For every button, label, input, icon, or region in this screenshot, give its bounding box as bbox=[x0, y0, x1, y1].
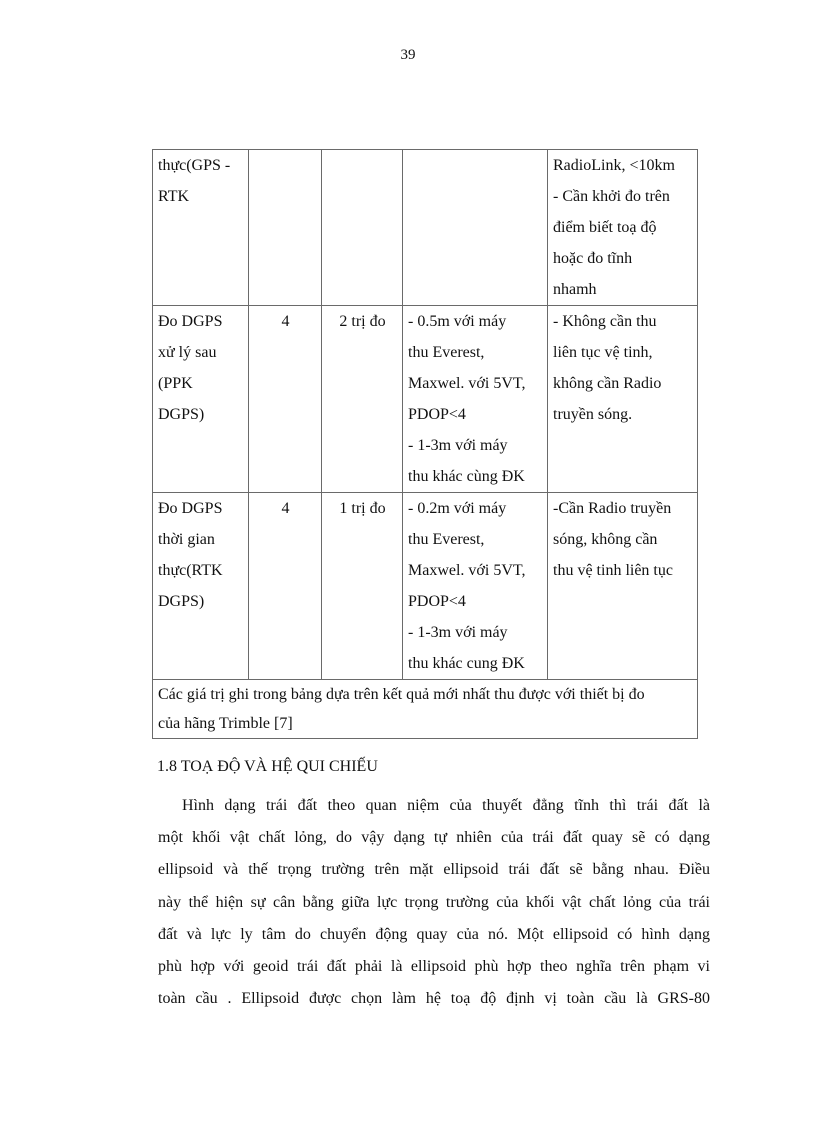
cell-line: xử lý sau bbox=[158, 344, 217, 361]
cell-line: - 0.2m với máy bbox=[408, 500, 507, 517]
footnote-line: của hãng Trimble [7] bbox=[158, 715, 293, 732]
cell-line: 2 trị đo bbox=[339, 313, 386, 330]
body-paragraph bbox=[158, 790, 710, 1015]
cell-line: - 1-3m với máy bbox=[408, 437, 508, 454]
cell-line: truyền sóng. bbox=[553, 406, 633, 423]
receivers-cell bbox=[249, 493, 322, 680]
cell-line: thực(GPS - bbox=[158, 157, 231, 174]
cell-line: 1 trị đo bbox=[339, 500, 386, 517]
cell-line: PDOP<4 bbox=[408, 593, 466, 610]
cell-line: 4 bbox=[281, 313, 290, 330]
cell-line: RTK bbox=[158, 188, 190, 205]
cell-line: thu khác cung ĐK bbox=[408, 655, 525, 672]
cell-line: - 0.5m với máy bbox=[408, 313, 507, 330]
cell-line: Đo DGPS bbox=[158, 500, 223, 517]
epochs-cell bbox=[322, 493, 403, 680]
accuracy-cell bbox=[403, 306, 548, 493]
paragraph-line: ellipsoid và thế trọng trường trên mặt ellipsoid trái đất sẽ bằng nhau. Điều bbox=[158, 861, 710, 879]
cell-line: - 1-3m với máy bbox=[408, 624, 508, 641]
method-cell bbox=[153, 150, 249, 306]
footnote-line: Các giá trị ghi trong bảng dựa trên kết quả mới nhất thu được với thiết bị đo bbox=[158, 686, 645, 703]
notes-cell bbox=[548, 493, 698, 680]
accuracy-cell bbox=[403, 493, 548, 680]
cell-line: không cần Radio bbox=[553, 375, 662, 392]
table-row bbox=[153, 306, 698, 493]
accuracy-cell bbox=[403, 150, 548, 306]
cell-line: thu Everest, bbox=[408, 344, 485, 361]
paragraph-line: phù hợp với geoid trái đất phải là ellipsoid phù hợp theo nghĩa trên phạm vi bbox=[158, 958, 710, 976]
epochs-cell bbox=[322, 150, 403, 306]
cell-line: - Cần khởi đo trên bbox=[553, 188, 670, 205]
section-heading: 1.8 TOẠ ĐỘ VÀ HỆ QUI CHIẾU bbox=[157, 758, 378, 775]
cell-line: thời gian bbox=[158, 531, 215, 548]
cell-line: thu vệ tinh liên tục bbox=[553, 562, 673, 579]
table-row bbox=[153, 150, 698, 306]
cell-line: PDOP<4 bbox=[408, 406, 466, 423]
receivers-cell bbox=[249, 306, 322, 493]
notes-cell bbox=[548, 150, 698, 306]
cell-line: sóng, không cần bbox=[553, 531, 658, 548]
receivers-cell bbox=[249, 150, 322, 306]
notes-cell bbox=[548, 306, 698, 493]
page-number: 39 bbox=[400, 47, 416, 63]
cell-line: thu Everest, bbox=[408, 531, 485, 548]
method-cell bbox=[153, 493, 249, 680]
cell-line: 4 bbox=[281, 500, 290, 517]
epochs-cell bbox=[322, 306, 403, 493]
cell-line: Đo DGPS bbox=[158, 313, 223, 330]
gps-methods-table bbox=[152, 149, 698, 739]
cell-line: - Không cần thu bbox=[553, 313, 657, 330]
cell-line: liên tục vệ tinh, bbox=[553, 344, 653, 361]
paragraph-line: toàn cầu . Ellipsoid được chọn làm hệ toạ độ định vị toàn cầu là GRS-80 bbox=[158, 990, 710, 1008]
table-row bbox=[153, 493, 698, 680]
table-footnote bbox=[153, 680, 698, 739]
cell-line: thực(RTK bbox=[158, 562, 223, 579]
cell-line: -Cần Radio truyền bbox=[553, 500, 672, 517]
cell-line: Maxwel. với 5VT, bbox=[408, 562, 526, 579]
cell-line: RadioLink, <10km bbox=[553, 157, 675, 174]
paragraph-line: này thể hiện sự cân bằng giữa lực trọng trường của khối vật chất lỏng của trái bbox=[158, 893, 710, 911]
cell-line: DGPS) bbox=[158, 406, 205, 423]
table-footnote-row bbox=[153, 680, 698, 739]
cell-line: (PPK bbox=[158, 375, 193, 392]
cell-line: thu khác cùng ĐK bbox=[408, 468, 525, 485]
paragraph-line: một khối vật chất lỏng, do vậy dạng tự nhiên của trái đất quay sẽ có dạng bbox=[158, 829, 710, 847]
cell-line: DGPS) bbox=[158, 593, 205, 610]
cell-line: nhamh bbox=[553, 281, 597, 298]
paragraph-line: đất và lực ly tâm do chuyển động quay của nó. Một ellipsoid có hình dạng bbox=[158, 925, 710, 943]
paragraph-line: Hình dạng trái đất theo quan niệm của thuyết đẳng tĩnh thì trái đất là bbox=[182, 797, 710, 814]
cell-line: điểm biết toạ độ bbox=[553, 219, 657, 236]
method-cell bbox=[153, 306, 249, 493]
cell-line: hoặc đo tĩnh bbox=[553, 250, 633, 267]
cell-line: Maxwel. với 5VT, bbox=[408, 375, 526, 392]
